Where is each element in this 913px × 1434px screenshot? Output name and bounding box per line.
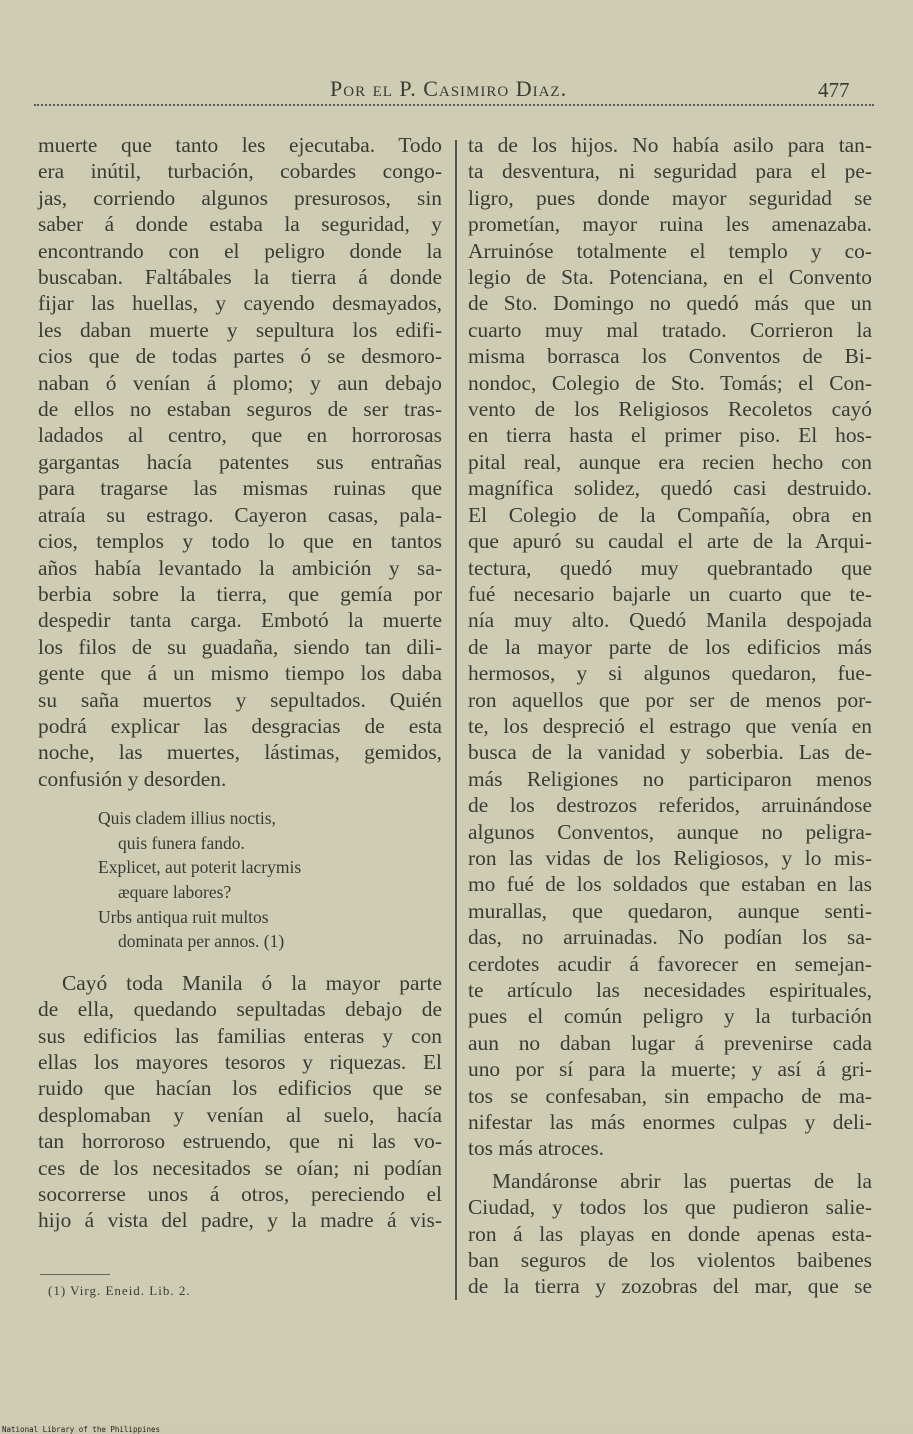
library-credit: National Library of the Philippines <box>2 1425 161 1434</box>
footnote-rule <box>40 1274 110 1275</box>
text-line: cuarto muy mal tratado. Corrieron la <box>468 317 872 342</box>
text-line: nifestar las más enormes culpas y deli- <box>468 1110 872 1135</box>
text-line: cios, templos y todo lo que en tantos <box>38 529 442 554</box>
text-line: muerte que tanto les ejecutaba. Todo <box>38 133 442 157</box>
text-line: nía muy alto. Quedó Manila despojada <box>468 608 872 633</box>
text-line: jas, corriendo algunos presurosos, sin <box>38 185 442 210</box>
latin-verse <box>98 806 442 954</box>
text-line: más Religiones no participaron menos <box>468 766 872 791</box>
column-divider <box>455 140 457 1300</box>
text-line: mo fué de los soldados que estaban en las <box>468 872 872 897</box>
text-line: fué necesario bajarle un cuarto que te- <box>468 581 872 606</box>
text-line: ta de los hijos. No había asilo para tan- <box>468 133 872 157</box>
text-line: murallas, que quedaron, aunque senti- <box>468 898 872 923</box>
right-paragraph-1 <box>468 132 872 1162</box>
text-line: Cayó toda Manila ó la mayor parte <box>62 970 442 995</box>
text-line: ban seguros de los violentos baibenes <box>468 1248 872 1273</box>
text-line: gente que á un mismo tiempo los daba <box>38 661 442 686</box>
right-column <box>468 132 872 1300</box>
text-line: Mandáronse abrir las puertas de la <box>492 1168 872 1193</box>
text-line: misma borrasca los Conventos de Bi- <box>468 344 872 369</box>
page-number: 477 <box>818 78 850 102</box>
text-line: das, no arruinadas. No podían los sa- <box>468 925 872 950</box>
text-line: despedir tanta carga. Embotó la muerte <box>38 608 442 633</box>
text-line: pital real, aunque era recien hecho con <box>468 449 872 474</box>
running-title: Por el P. Casimiro Diaz. <box>330 76 568 101</box>
text-line: era inútil, turbación, cobardes congo- <box>38 159 442 184</box>
text-line: algunos Conventos, aunque no peligra- <box>468 819 872 844</box>
text-line: de la mayor parte de los edificios más <box>468 634 872 659</box>
text-line: sus edificios las familias enteras y con <box>38 1023 442 1048</box>
text-line: hijo á vista del padre, y la madre á vis- <box>38 1208 442 1233</box>
text-line: ron las vidas de los Religiosos, y lo mis- <box>468 845 872 870</box>
text-line: ligro, pues donde mayor seguridad se <box>468 185 872 210</box>
text-line: pues el común peligro y la turbación <box>468 1004 872 1029</box>
text-line: naban ó venían á plomo; y aun debajo <box>38 370 442 395</box>
verse-line: Quis cladem illius noctis, <box>98 808 276 829</box>
text-line: de Sto. Domingo no quedó más que un <box>468 291 872 316</box>
text-line: de ella, quedando sepultadas debajo de <box>38 997 442 1022</box>
text-line: te artículo las necesidades espirituales, <box>468 978 872 1002</box>
text-line: ces de los necesitados se oían; ni podían <box>38 1155 442 1180</box>
text-line: Arruinóse totalmente el templo y co- <box>468 238 872 263</box>
text-line: berbia sobre la tierra, que gemía por <box>38 581 442 606</box>
text-line: ellas los mayores tesoros y riquezas. El <box>38 1049 442 1074</box>
text-line: saber á donde estaba la seguridad, y <box>38 212 442 237</box>
text-line: uno por sí para la muerte; y así á gri- <box>468 1057 872 1082</box>
text-line: tan horroroso estruendo, que ni las vo- <box>38 1129 442 1154</box>
text-line: de ellos no estaban seguros de ser tras- <box>38 397 442 422</box>
verse-line: æquare labores? <box>118 881 232 902</box>
text-line: atraía su estrago. Cayeron casas, pala- <box>38 502 442 527</box>
text-line: fijar las huellas, y cayendo desmayados, <box>38 291 442 316</box>
text-line: encontrando con el peligro donde la <box>38 238 442 263</box>
verse-line: Urbs antiqua ruit multos <box>98 906 269 927</box>
text-line: socorrerse unos á otros, pereciendo el <box>38 1181 442 1206</box>
text-line: ron á las playas en donde apenas esta- <box>468 1221 872 1246</box>
left-paragraph-2 <box>38 970 442 1234</box>
text-line: prometían, mayor ruina les amenazaba. <box>468 212 872 237</box>
text-line: te, los despreció el estrago que venía en <box>468 713 872 738</box>
text-line: que apuró su caudal el arte de la Arqui- <box>468 529 872 554</box>
text-line: tectura, quedó muy quebrantado que <box>468 555 872 580</box>
text-line: nondoc, Colegio de Sto. Tomás; el Con- <box>468 370 872 395</box>
text-line: tos más atroces. <box>468 1136 605 1161</box>
text-line: desplomaban y venían al suelo, hacía <box>38 1102 442 1127</box>
header-rule <box>34 104 874 110</box>
verse-line: quis funera fando. <box>118 832 245 853</box>
text-line: aun no daban lugar á prevenirse cada <box>468 1030 872 1055</box>
text-line: en tierra hasta el primer piso. El hos- <box>468 423 872 448</box>
text-line: busca de la vanidad y soberbia. Las de- <box>468 740 872 765</box>
text-line: ta desventura, ni seguridad para el pe- <box>468 159 872 184</box>
left-paragraph-1 <box>38 132 442 792</box>
text-line: ruido que hacían los edificios que se <box>38 1076 442 1101</box>
right-paragraph-2 <box>468 1168 872 1300</box>
text-line: noche, las muertes, lástimas, gemidos, <box>38 740 442 765</box>
text-line: ron aquellos que por ser de menos por- <box>468 687 872 712</box>
verse-line: dominata per annos. (1) <box>118 931 285 952</box>
text-line: vento de los Religiosos Recoletos cayó <box>468 397 872 422</box>
text-line: cerdotes acudir á favorecer en semejan- <box>468 951 872 976</box>
text-line: los filos de su guadaña, siendo tan dili- <box>38 634 442 659</box>
text-line: de la tierra y zozobras del mar, que se <box>468 1274 872 1299</box>
text-line: su saña muertos y sepultados. Quién <box>38 687 442 712</box>
text-line: de los destrozos referidos, arruinándose <box>468 793 872 818</box>
text-line: tos se confesaban, sin empacho de ma- <box>468 1083 872 1108</box>
text-line: confusión y desorden. <box>38 766 227 791</box>
running-head <box>0 76 913 106</box>
verse-line: Explicet, aut poterit lacrymis <box>98 857 302 878</box>
text-line: podrá explicar las desgracias de esta <box>38 713 442 738</box>
text-line: El Colegio de la Compañía, obra en <box>468 502 872 527</box>
text-line: Ciudad, y todos los que pudieron salie- <box>468 1195 872 1220</box>
text-line: cios que de todas partes ó se desmoro- <box>38 344 442 369</box>
text-line: magnífica solidez, quedó casi destruido. <box>468 476 872 501</box>
text-line: años había levantado la ambición y sa- <box>38 555 442 580</box>
left-column <box>38 132 442 1234</box>
text-line: ladados al centro, que en horrorosas <box>38 423 442 448</box>
text-line: gargantas hacía patentes sus entrañas <box>38 449 442 474</box>
text-line: les daban muerte y sepultura los edifi- <box>38 317 442 342</box>
text-line: para tragarse las mismas ruinas que <box>38 476 442 501</box>
text-line: buscaban. Faltábales la tierra á donde <box>38 265 442 290</box>
text-line: legio de Sta. Potenciana, en el Convento <box>468 265 872 290</box>
text-line: hermosos, y si algunos quedaron, fue- <box>468 661 872 686</box>
footnote: (1) Virg. Eneid. Lib. 2. <box>48 1283 191 1298</box>
